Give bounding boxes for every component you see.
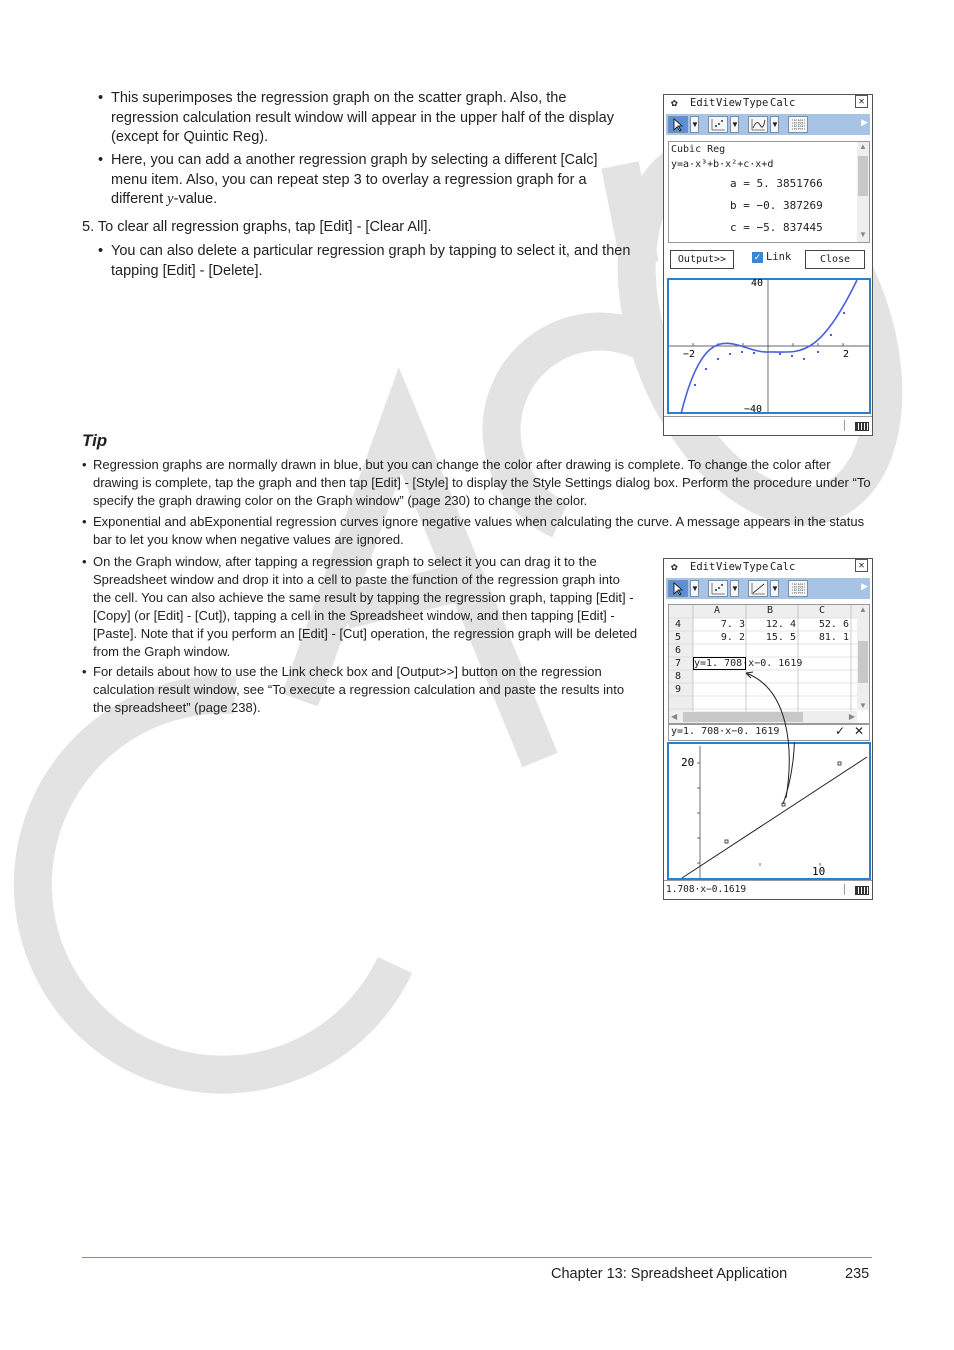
text-span: Here, you can add a another regression graph by selecting a different [Calc] menu item. Also, you can repeat step 3 to overlay a regression graph for a different	[111, 152, 598, 207]
menu-view[interactable]: View	[716, 561, 742, 573]
spreadsheet-icon[interactable]	[788, 580, 808, 597]
close-icon[interactable]: ✕	[855, 559, 868, 572]
status-divider	[844, 884, 845, 895]
paragraph	[111, 151, 631, 210]
y-max-label: 40	[751, 278, 764, 289]
menu-view[interactable]: View	[716, 97, 742, 109]
link-label: Link	[766, 251, 792, 263]
cell-a7-formula[interactable]: y=1. 708·x−0. 1619	[694, 658, 803, 669]
cell[interactable]: 52. 6	[818, 619, 849, 630]
tip-item: Regression graphs are normally drawn in blue, but you can change the color after drawing is complete. To change the color after drawing is complete, tap the graph and then tap [Edit] - [Style] to display the Style Settings dialog box. Perform the procedure under “To specify the graph drawing color on the Graph window” (page 230) to change the color.	[93, 457, 871, 508]
calculator-screen-regression	[663, 94, 873, 436]
dropdown-arrow-icon[interactable]: ▼	[730, 116, 739, 133]
check-icon[interactable]: ✓	[834, 724, 845, 738]
column-b-header[interactable]: B	[767, 605, 774, 616]
menu-type[interactable]: Type	[743, 97, 769, 109]
row-number: 5	[675, 632, 682, 643]
text-span: -value.	[173, 191, 218, 207]
cell[interactable]: 15. 5	[765, 632, 796, 643]
bullet: •	[98, 152, 104, 168]
row-number: 4	[675, 619, 682, 630]
cell[interactable]: 9. 2	[720, 632, 745, 643]
toolbar	[666, 114, 870, 135]
gear-icon[interactable]: ✿	[671, 96, 678, 109]
menu-calc[interactable]: Calc	[770, 561, 796, 573]
menu-bar	[664, 95, 872, 112]
x-tick-label: 10	[812, 865, 826, 878]
status-bar	[664, 416, 872, 435]
bullet: •	[98, 90, 104, 106]
cancel-icon[interactable]: ✕	[853, 724, 864, 738]
bullet: •	[82, 514, 87, 529]
status-text: 1.708·x−0.1619	[666, 884, 747, 895]
footer-chapter: Chapter 13: Spreadsheet Application	[551, 1266, 788, 1282]
dropdown-arrow-icon[interactable]: ▼	[730, 580, 739, 597]
row-number: 6	[675, 645, 682, 656]
cell[interactable]: 7. 3	[720, 619, 745, 630]
tip-item: On the Graph window, after tapping a regression graph to select it you can drag it to the Spreadsheet window and drop it into a cell to paste the function of the regression graph into the cell. You can also achieve the same result by tapping the regression graph, tapping [Edit] - [Copy] (or [Edit] - [Cut]), tapping a cell in the Spreadsheet window, and then tapping [Edit] - [Paste]. Note that if you perform an [Edit] - [Cut] operation, the regression graph will be deleted from the Graph window.	[93, 554, 638, 659]
pointer-icon[interactable]	[668, 580, 688, 597]
scatter-icon[interactable]	[708, 116, 728, 133]
scroll-down-icon[interactable]: ▼	[859, 230, 867, 239]
calculator-screen-spreadsheet	[663, 558, 873, 900]
status-divider	[844, 420, 845, 431]
column-c-header[interactable]: C	[819, 605, 826, 616]
tip-heading: Tip	[82, 431, 108, 450]
menu-edit[interactable]: Edit	[690, 97, 716, 109]
scroll-down-icon[interactable]: ▼	[859, 701, 867, 710]
selected-cell-outline	[693, 657, 746, 670]
battery-icon	[855, 422, 869, 431]
paragraph: You can also delete a particular regression graph by tapping to select it, and then tapping [Edit] - [Delete].	[111, 243, 631, 279]
drag-arrow-overlay	[744, 669, 804, 799]
coef-b: b = −0. 387269	[730, 199, 823, 212]
variable-y: y	[167, 191, 174, 207]
scrollbar[interactable]	[857, 142, 869, 242]
battery-icon	[855, 886, 869, 895]
step-5: 5. To clear all regression graphs, tap [Edit] - [Clear All].	[82, 219, 432, 235]
regression-formula: y=a·x³+b·x²+c·x+d	[671, 159, 774, 170]
bullet: •	[82, 457, 87, 472]
graph-window[interactable]	[667, 278, 871, 414]
x-min-label: −2	[683, 349, 696, 360]
close-icon[interactable]: ✕	[855, 95, 868, 108]
scroll-up-icon[interactable]: ▲	[859, 142, 867, 151]
vertical-scrollbar[interactable]	[857, 605, 869, 710]
cell[interactable]: 81. 1	[818, 632, 849, 643]
dropdown-arrow-icon[interactable]: ▼	[690, 116, 699, 133]
line-graph-icon[interactable]	[748, 580, 768, 597]
coef-a: a = 5. 3851766	[730, 177, 823, 190]
row-number: 8	[675, 671, 682, 682]
watermark-letter-c	[33, 695, 395, 1075]
link-checkbox[interactable]: ✓	[753, 252, 762, 262]
scroll-right-icon[interactable]: ▶	[861, 117, 868, 127]
dropdown-arrow-icon[interactable]: ▼	[690, 580, 699, 597]
scroll-right-icon[interactable]: ▶	[861, 581, 868, 591]
scroll-thumb[interactable]	[858, 156, 868, 196]
cell[interactable]: 12. 4	[765, 619, 796, 630]
footer-rule	[82, 1257, 872, 1258]
result-panel	[668, 141, 870, 243]
menu-edit[interactable]: Edit	[690, 561, 716, 573]
scroll-thumb[interactable]	[858, 641, 868, 683]
edit-line-text[interactable]: y=1. 708·x−0. 1619	[671, 726, 780, 737]
spreadsheet-icon[interactable]	[788, 116, 808, 133]
output-button[interactable]: Output>>	[670, 250, 734, 269]
scroll-up-icon[interactable]: ▲	[859, 605, 867, 614]
scroll-left-icon[interactable]: ◀	[671, 712, 678, 721]
tip-item: Exponential and abExponential regression curves ignore negative values when calculating the curve. A message appears in the status bar to let you know when negative values are ignored.	[93, 514, 865, 547]
x-max-label: 2	[843, 349, 850, 360]
toolbar	[666, 578, 870, 599]
dropdown-arrow-icon[interactable]: ▼	[770, 116, 779, 133]
row-number: 7	[675, 658, 682, 669]
tip-item: For details about how to use the Link check box and [Output>>] button on the regression calculation result window, see “To execute a regression calculation and paste the results into the spreadsheet” (page 238).	[93, 664, 625, 715]
paragraph: This superimposes the regression graph on the scatter graph. Also, the regression calculation result window will appear in the upper half of the display (except for Quintic Reg).	[111, 90, 614, 145]
bullet: •	[82, 554, 87, 569]
close-button[interactable]: Close	[805, 250, 865, 269]
scroll-right-icon[interactable]: ▶	[848, 712, 855, 721]
menu-calc[interactable]: Calc	[770, 97, 796, 109]
column-a-header[interactable]: A	[714, 605, 721, 616]
gear-icon[interactable]: ✿	[671, 560, 678, 573]
menu-type[interactable]: Type	[743, 561, 769, 573]
pointer-icon[interactable]	[668, 116, 688, 133]
menu-bar	[664, 559, 872, 576]
y-min-label: −40	[744, 404, 763, 414]
scatter-icon[interactable]	[708, 580, 728, 597]
graph-type-icon[interactable]	[748, 116, 768, 133]
row-number: 9	[675, 684, 682, 695]
page-number: 235	[845, 1266, 870, 1282]
dropdown-arrow-icon[interactable]: ▼	[770, 580, 779, 597]
bullet: •	[82, 664, 87, 679]
regression-title: Cubic Reg	[671, 144, 726, 155]
bullet: •	[98, 243, 104, 259]
status-bar	[664, 880, 872, 899]
y-tick-label: 20	[681, 756, 695, 769]
coef-c: c = −5. 837445	[730, 221, 823, 234]
